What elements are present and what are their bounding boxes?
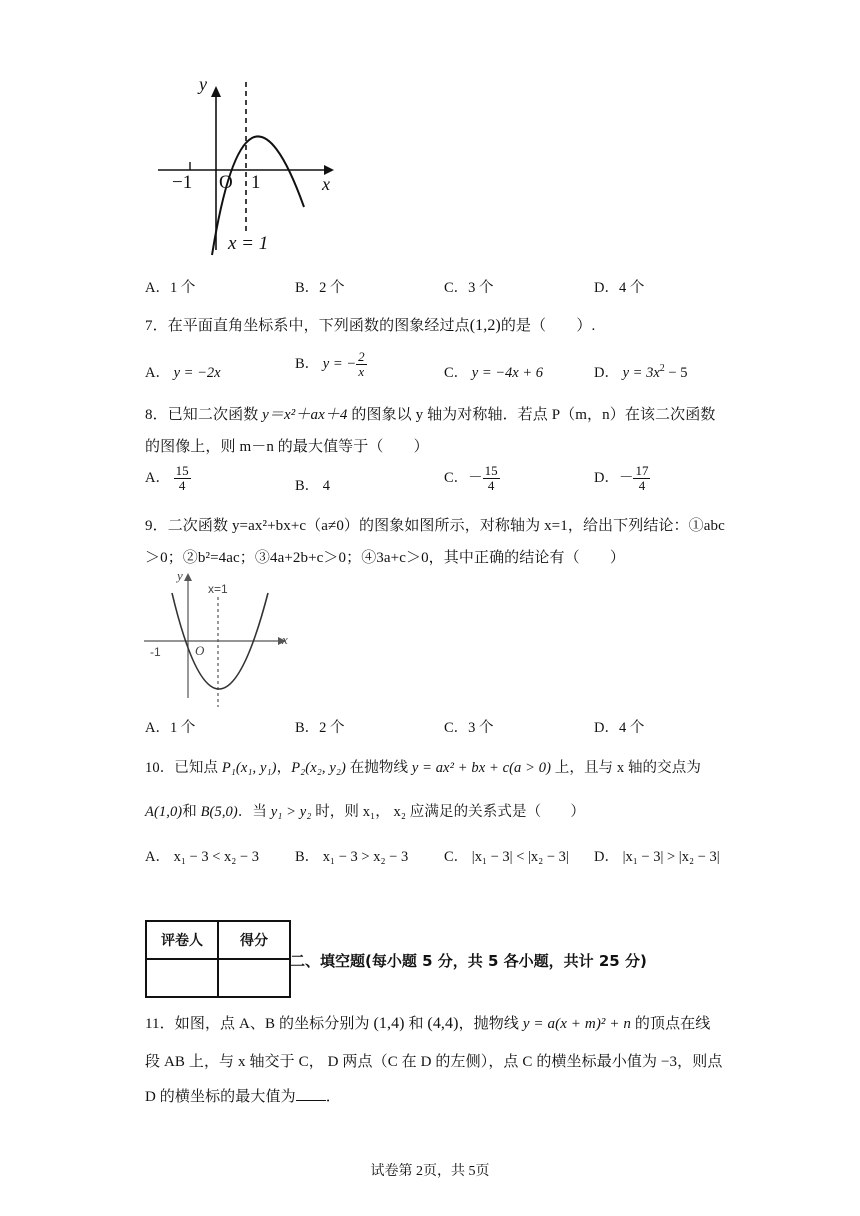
graph1-x-label: x bbox=[322, 174, 330, 194]
question-11-line-2: 段 AB 上，与 x 轴交于 C， D 两点（C 在 D 的左侧），点 C 的横坐标最小值为 −3，则点 bbox=[145, 1054, 723, 1070]
graph2-neg-one: -1 bbox=[150, 645, 161, 659]
question-11-line-1: 11．如图，点 A、B 的坐标分别为 (1,4) 和 (4,4)，抛物线 y = a(x + m)² + n 的顶点在线 bbox=[145, 1015, 711, 1032]
q6-option-a: A．1 个 bbox=[145, 280, 196, 296]
q6-option-d: D．4 个 bbox=[594, 280, 645, 296]
q8-option-b: B． 4 bbox=[295, 478, 331, 494]
q10-option-b: B． x₁ − 3 > x₂ − 3 bbox=[295, 849, 409, 865]
graph2-x-label: x bbox=[282, 632, 288, 647]
graph2-y-label: y bbox=[177, 568, 183, 583]
question-8-line-2: 的图像上，则 m－n 的最大值等于（ ） bbox=[145, 439, 429, 455]
q10-option-a: A． x₁ − 3 < x₂ − 3 bbox=[145, 849, 259, 865]
q6-option-c: C．3 个 bbox=[444, 280, 494, 296]
q9-option-c: C．3 个 bbox=[444, 720, 494, 736]
graph1-axis-label: x = 1 bbox=[228, 233, 269, 254]
q7-point: (1,2) bbox=[469, 317, 501, 334]
q10-option-d: D． |x₁ − 3| > |x₂ − 3| bbox=[594, 849, 720, 865]
parabola-graph-1 bbox=[150, 70, 350, 260]
q6-option-b: B．2 个 bbox=[295, 280, 345, 296]
question-7: 7．在平面直角坐标系中，下列函数的图象经过点(1,2)的是（ ）. bbox=[145, 317, 596, 334]
question-11-line-3: D 的横坐标的最大值为 ． bbox=[145, 1089, 341, 1105]
graph1-y-label: y bbox=[199, 74, 207, 94]
q7-option-a: A． y = −2x bbox=[145, 365, 221, 381]
question-10-line-2: A(1,0)和 B(5,0)．当 y₁ > y₂ 时，则 x₁， x₂ 应满足的关系式是（ ） bbox=[145, 804, 585, 820]
answer-blank[interactable] bbox=[296, 1088, 326, 1101]
graph2-origin: O bbox=[195, 643, 205, 658]
question-9-line-2: ＞0；②b²=4ac；③4a+2b+c＞0；④3a+c＞0，其中正确的结论有（ ） bbox=[145, 550, 625, 566]
score-table-score-cell[interactable] bbox=[218, 959, 290, 997]
score-table-grader-header: 评卷人 bbox=[146, 921, 218, 959]
section-2-heading: 二、填空题(每小题 5 分，共 5 各小题，共计 25 分) bbox=[290, 952, 647, 970]
graph1-one: 1 bbox=[251, 172, 261, 193]
graph1-origin: O bbox=[219, 172, 233, 193]
q9-option-b: B．2 个 bbox=[295, 720, 345, 736]
question-9-line-1: 9．二次函数 y=ax²+bx+c（a≠0）的图象如图所示，对称轴为 x=1，给出下列结论：①abc bbox=[145, 518, 725, 534]
q9-option-a: A．1 个 bbox=[145, 720, 196, 736]
graph2-axis-label: x=1 bbox=[208, 582, 228, 596]
q8-option-a: A． $\frac{15}{4}$ bbox=[145, 463, 189, 494]
page-footer: 试卷第 2页，共 5页 bbox=[370, 1164, 490, 1179]
question-8-line-1: 8．已知二次函数 y＝x²＋ax＋4 的图象以 y 轴为对称轴．若点 P（m，n）在该二次函数 bbox=[145, 407, 716, 423]
q10-option-c: C． |x₁ − 3| < |x₂ − 3| bbox=[444, 849, 569, 865]
question-10-line-1: 10．已知点 P₁(x₁, y₁)，P₂(x₂, y₂) 在抛物线 y = ax² + bx + c(a > 0) 上，且与 x 轴的交点为 bbox=[145, 760, 701, 776]
q8-option-d: D．－ $\frac{17}{4}$ bbox=[594, 463, 649, 494]
score-table bbox=[145, 920, 291, 998]
score-table-grader-cell[interactable] bbox=[146, 959, 218, 997]
q7-option-d: D． $y = 3x^2 - 5$ bbox=[594, 363, 688, 381]
q9-option-d: D．4 个 bbox=[594, 720, 645, 736]
q7-option-c: C． y = −4x + 6 bbox=[444, 365, 544, 381]
graph1-neg-one: −1 bbox=[172, 172, 193, 193]
q8-option-c: C．－ $\frac{15}{4}$ bbox=[444, 463, 498, 494]
score-table-score-header: 得分 bbox=[218, 921, 290, 959]
q7-option-b: B． y = − $\frac{2}{x}$ bbox=[295, 349, 365, 380]
